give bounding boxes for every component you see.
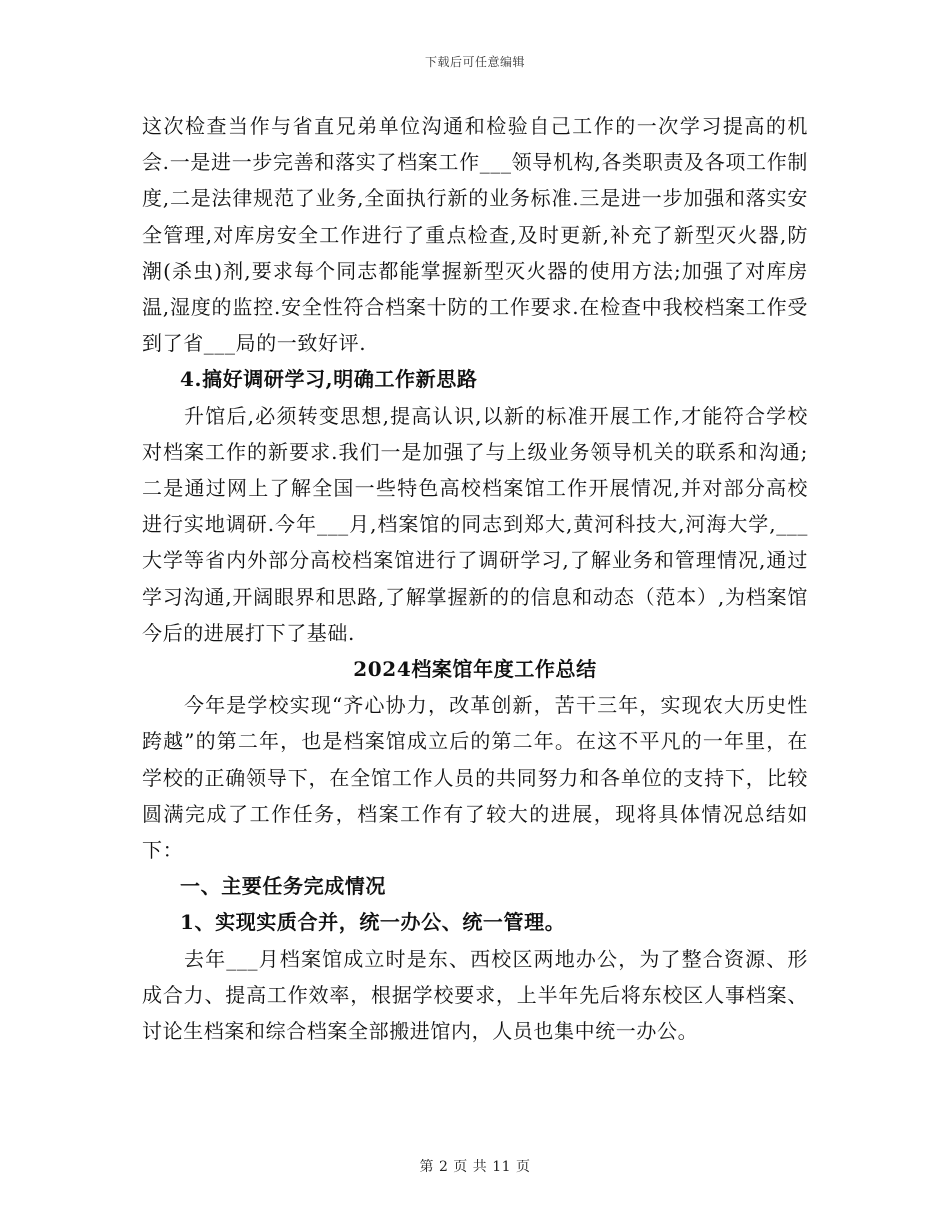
page-header: 下载后可任意编辑	[424, 55, 525, 69]
paragraph-inspection: 这次检查当作与省直兄弟单位沟通和检验自己工作的一次学习提高的机会.一是进一步完善和落实了档案工作___领导机构,各类职责及各项工作制度,二是法律规范了业务,全面执行新的业务标准.三是进一步加强和落实安全管理,对库房安全工作进行了重点检查,及时更新,补充了新型灭火器,防潮(杀虫)剂,要求每个同志都能掌握新型灭火器的使用方法;加强了对库房温,湿度的监控.安全性符合档案十防的工作要求.在检查中我校档案工作受到了省___局的一致好评.	[142, 114, 808, 356]
paragraph-intro: 今年是学校实现“齐心协力，改革创新，苦干三年，实现农大历史性跨越”的第二年，也是档案馆成立后的第二年。在这不平凡的一年里，在学校的正确领导下，在全馆工作人员的共同努力和各单位的支持下，比较圆满完成了工作任务，档案工作有了较大的进展，现将具体情况总结如下：	[142, 693, 808, 863]
heading-research: 4.搞好调研学习,明确工作新思路	[180, 367, 478, 392]
paragraph-research: 升馆后,必须转变思想,提高认识,以新的标准开展工作,才能符合学校对档案工作的新要求.我们一是加强了与上级业务领导机关的联系和沟通;二是通过网上了解全国一些特色高校档案馆工作开展情况,并对部分高校进行实地调研.今年___月,档案馆的同志到郑大,黄河科技大,河海大学,___大学等省内外部分高校档案馆进行了调研学习,了解业务和管理情况,通过学习沟通,开阔眼界和思路,了解掌握新的的信息和动态（范本）,为档案馆今后的进展打下了基础.	[142, 403, 808, 645]
page-footer: 第 2 页 共 11 页	[419, 1159, 531, 1175]
subsection-heading-merge: 1、实现实质合并，统一办公、统一管理。	[180, 910, 566, 935]
section-heading-main-tasks: 一、主要任务完成情况	[180, 874, 386, 899]
paragraph-merge: 去年___月档案馆成立时是东、西校区两地办公，为了整合资源、形成合力、提高工作效率，根据学校要求，上半年先后将东校区人事档案、讨论生档案和综合档案全部搬进馆内，人员也集中统一办公。	[142, 946, 808, 1044]
document-body	[142, 108, 808, 1049]
document-title: 2024档案馆年度工作总结	[353, 657, 597, 682]
